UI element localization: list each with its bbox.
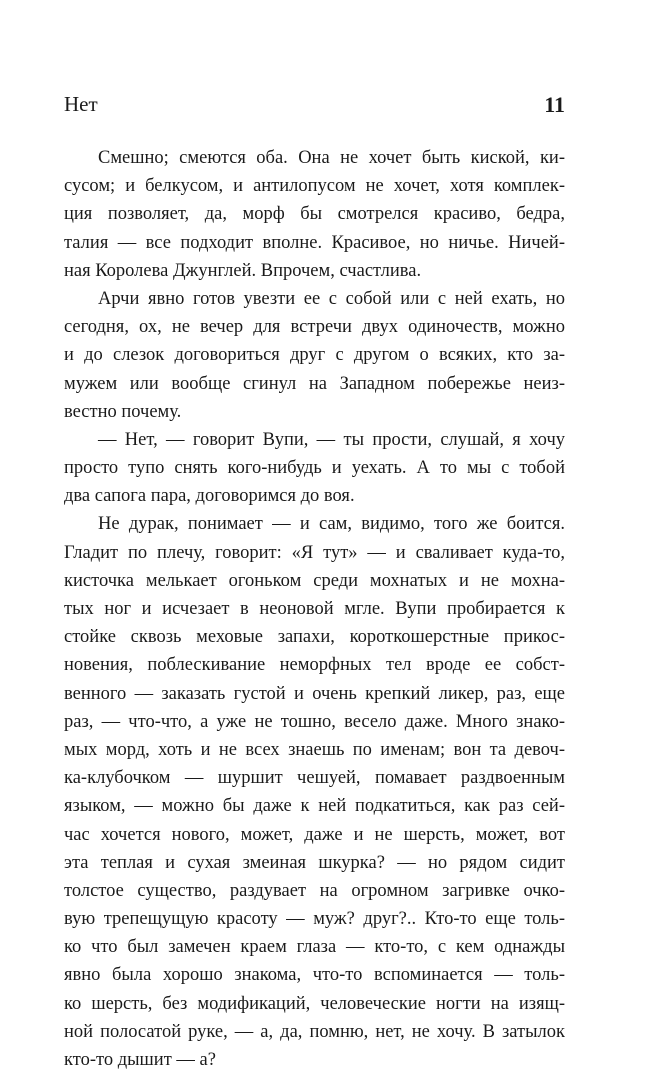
text-line: толстое существо, раздувает на огромном загривке очко- [64,880,565,901]
text-line: кто-то дышит — а? [64,1050,216,1070]
text-line: кисточка мелькает огоньком среди мохнатых и не мохна- [64,570,565,591]
page-number: 11 [544,92,565,117]
text-line: два сапога пара, договоримся до воя. [64,486,355,507]
text-line: ко шерсть, без модификаций, человеческие ногти на изящ- [64,993,565,1014]
text-line: Не дурак, понимает — и сам, видимо, того же боится. [98,514,565,535]
paragraph-2 [64,285,565,426]
text-line: вую трепещущую красоту — муж? друг?.. Кто-то еще толь- [64,909,565,930]
text-line: мужем или вообще сгинул на Западном побережье неиз- [64,373,565,394]
text-line: просто тупо снять кого-нибудь и уехать. А то мы с тобой [64,458,565,479]
text-line: эта теплая и сухая змеиная шкурка? — но рядом сидит [64,852,565,873]
body-text [64,144,565,1074]
text-line: — Нет, — говорит Вупи, — ты прости, слушай, я хочу [98,429,565,450]
text-line: ка-клубочком — шуршит чешуей, помавает раздвоенным [64,768,565,789]
text-line: Смешно; смеются оба. Она не хочет быть киской, ки- [98,148,565,168]
text-line: раз, — что-что, а уже не тошно, весело даже. Много знако- [64,711,565,732]
text-line: ной полосатой руке, — а, да, помню, нет, не хочу. В затылок [64,1021,565,1042]
text-line: Гладит по плечу, говорит: «Я тут» — и сваливает куда-то, [64,542,565,563]
text-line: Арчи явно готов увезти ее с собой или с ней ехать, но [98,288,565,309]
text-line: тых ног и исчезает в неоновой мгле. Вупи пробирается к [64,599,565,619]
text-line: стойке сквозь меховые запахи, короткошерстные прикос- [64,627,565,648]
text-line: ная Королева Джунглей. Впрочем, счастлива. [64,260,422,281]
text-line: и до слезок договориться друг с другом о всяких, кто за- [64,345,565,366]
text-line: час хочется нового, может, даже и не шерсть, может, вот [64,824,565,845]
text-line: явно была хорошо знакома, что-то вспоминается — толь- [64,965,565,986]
running-head [64,92,565,122]
text-line: венного — заказать густой и очень крепкий ликер, раз, еще [64,683,565,704]
text-line: талия — все подходит вполне. Красивое, но ничье. Ничей- [64,232,565,253]
text-line: сегодня, ох, не вечер для встречи двух одиночеств, можно [64,317,565,338]
chapter-title: Нет [64,92,98,116]
paragraph-4 [64,510,565,1074]
text-line: сусом; и белкусом, и антилопусом не хочет, хотя комплек- [64,176,565,197]
paragraph-3 [64,426,565,511]
text-line: ко что был замечен краем глаза — кто-то, с кем однажды [64,937,565,958]
text-line: языком, — можно бы даже к ней подкатиться, как раз сей- [64,796,565,817]
text-line: ция позволяет, да, морф бы смотрелся красиво, бедра, [64,204,565,225]
text-line: мых морд, хоть и не всех знаешь по именам; вон та девоч- [64,739,565,760]
text-line: новения, поблескивание неморфных тел вроде ее собст- [64,655,565,676]
paragraph-1 [64,144,565,285]
text-line: вестно почему. [64,401,182,422]
